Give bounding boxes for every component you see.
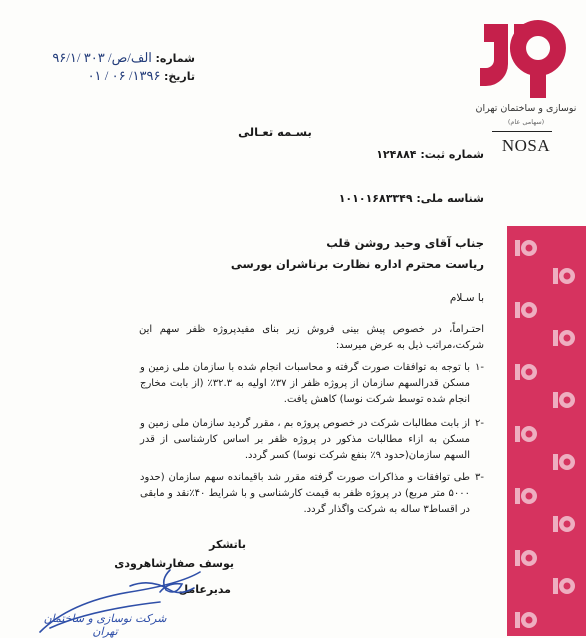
company-logo (470, 10, 582, 158)
letter-date-value: ۱۳۹۶/ ۰۶ / ۰۱ (87, 68, 161, 83)
intro-paragraph: احتـراماً، در خصوص پیش بینی فروش زیر بنای مفیدپروژه ظفر سهم این شرکت،مراتب ذیل به عرض میرسد: (139, 324, 484, 351)
list-item: از بابت مطالبات شرکت در خصوص پروژه بم ، مقرر گردید سازمان ملی زمین و مسکن به ازاء مطالبات مذکور در پروژه ظفر بر اساس کارشناسی از قدر السهم سازمان(حدود ۹٪ بنفع شرکت نوسا) کسر گردد. (140, 418, 470, 461)
item-number: ۱- (475, 362, 484, 373)
company-logo-icon (470, 10, 582, 102)
signer-title: مدیرعامل (178, 583, 231, 596)
company-name: نوسازی و ساختمان تهران (475, 103, 577, 114)
company-abbr: NOSA (501, 136, 551, 155)
closing: باتشکر (209, 538, 246, 551)
letter-date (60, 68, 195, 84)
bismillah: بسـمه تعـالی (238, 125, 312, 139)
item-number: ۲- (475, 418, 484, 429)
item-number: ۳- (475, 472, 484, 483)
national-id: شناسه ملی: ۱۰۱۰۱۶۸۳۳۴۹ (338, 192, 484, 205)
letter-number-label: شماره: (155, 52, 195, 65)
greeting: با سـلام (449, 292, 484, 304)
list-item: طی توافقات و مذاکرات صورت گرفته مقرر شد باقیمانده سهم سازمان (حدود ۵۰۰۰ متر مربع) در پروژه ظفر به قیمت کارشناسی و با شرایط ۴۰٪نقد و مابقی در اقساط۳ ساله به شرکت واگذار گردد. (140, 472, 470, 515)
letter-date-label: تاریخ: (163, 70, 195, 83)
company-stamp: شرکت نوسازی و ساختمان تهران (43, 612, 167, 638)
decorative-side-pattern (507, 226, 586, 636)
recipient-name: جناب آقای وحید روشن قلب (326, 236, 484, 250)
logo-divider (492, 131, 552, 132)
signer-name: یوسف صفارشاهرودی (114, 557, 234, 570)
list-item: با توجه به توافقات صورت گرفته و محاسبات انجام شده با سازمان ملی زمین و مسکن قدرالسهم سازمان از پروژه ظفر از ۳۷٪ اولیه به ۳۲.۳٪ (از بابت مخارج انجام شده توسط شرکت نوسا) کاهش یافت. (140, 362, 471, 405)
registration-number: شماره ثبت: ۱۲۴۸۸۴ (376, 148, 484, 161)
letter-number-value: الف/ص/ ۳۰۳ /۹۶/۱ (52, 50, 152, 65)
letter-number (52, 50, 195, 66)
company-type: (سهامی عام) (507, 118, 545, 126)
recipient-title: ریاست محترم اداره نظارت برناشران بورسی (230, 257, 484, 271)
